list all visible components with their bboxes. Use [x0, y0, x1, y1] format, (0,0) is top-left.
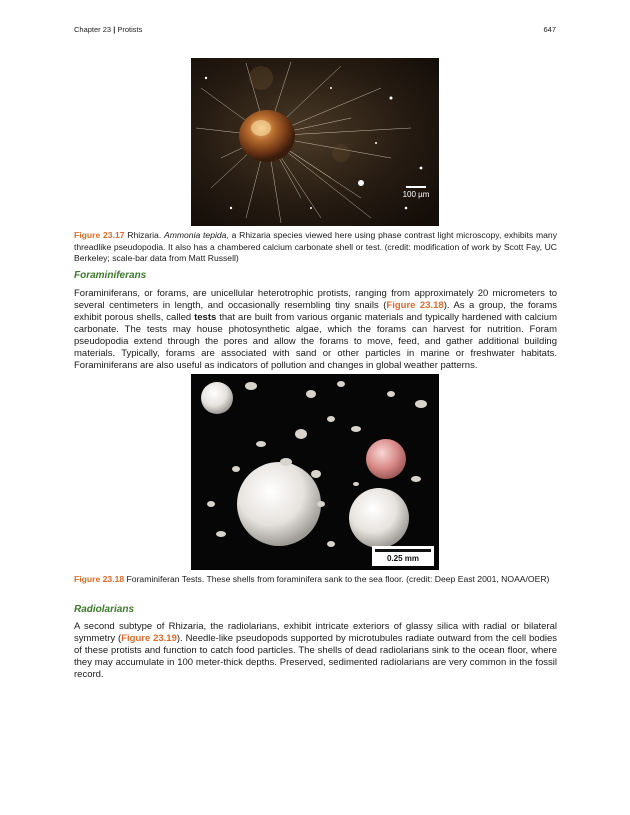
scale-bar-line — [406, 186, 426, 188]
figure-link[interactable]: Figure 23.18 — [386, 300, 444, 311]
scale-bar-label: 100 µm — [402, 190, 430, 199]
section-heading: Radiolarians — [74, 604, 135, 615]
foraminiferans-paragraph: Foraminiferans, or forams, are unicellular heterotrophic protists, ranging from approximately 20 micrometers to several centimeters in length, and occasionally resembling tiny snails (Figure 23.18). As a group, the forams exhibit porous shells, called tests that are built from various organic materials and typically hardened with calcium carbonate. The tests may house photosynthetic algae, which the forams can harvest for nutrition. Foram pseudopodia extend through the pores and allow the forams to move, feed, and gather additional building materials. Typically, forams are associated with sand or other particles in marine or freshwater habitats. Foraminiferans are also useful as indicators of pollution and changes in global weather patterns. — [74, 288, 557, 371]
section-heading: Foraminiferans — [74, 270, 147, 281]
species-name: Ammonia tepida — [163, 230, 227, 240]
running-header: Chapter 23 | Protists — [74, 25, 143, 34]
figure-23-18-caption: Figure 23.18 Foraminiferan Tests. These shells from foraminifera sank to the sea floor. (credit: Deep East 2001, NOAA/OER) — [74, 574, 550, 584]
scale-bar-025mm — [372, 546, 434, 566]
key-term: tests — [194, 312, 217, 323]
figure-label: Figure 23.18 — [74, 574, 125, 584]
scale-bar-label: 0.25 mm — [386, 554, 420, 563]
chapter-prefix: Chapter 23 — [74, 25, 112, 34]
chapter-title: Protists — [117, 25, 143, 34]
figure-link[interactable]: Figure 23.19 — [121, 633, 177, 644]
forams-image — [191, 374, 439, 570]
scale-bar-line — [375, 549, 431, 552]
page-number: 647 — [543, 25, 556, 34]
figure-23-17-caption: Figure 23.17 Rhizaria. Ammonia tepida, a Rhizaria species viewed here using phase contrast light microscopy, exhibits many threadlike pseudopodia. It also has a chambered calcium carbonate shell or test. (credit: modification of work by Scott Fay, UC Berkeley; scale-bar data from Matt Russell) — [74, 230, 557, 264]
radiolarians-paragraph: A second subtype of Rhizaria, the radiolarians, exhibit intricate exteriors of glassy silica with radial or bilateral symmetry (Figure 23.19). Needle-like pseudopods supported by microtubules radiate outward from the cell bodies of these protists and function to catch food particles. The shells of dead radiolarians sink to the ocean floor, where they may accumulate in 100 meter-thick depths. Preserved, sedimented radiolarians are very common in the fossil record. — [74, 621, 557, 680]
figure-label: Figure 23.17 — [74, 230, 125, 240]
foraminiferan-tests-image — [191, 374, 439, 570]
scale-bar-100um — [396, 186, 436, 204]
